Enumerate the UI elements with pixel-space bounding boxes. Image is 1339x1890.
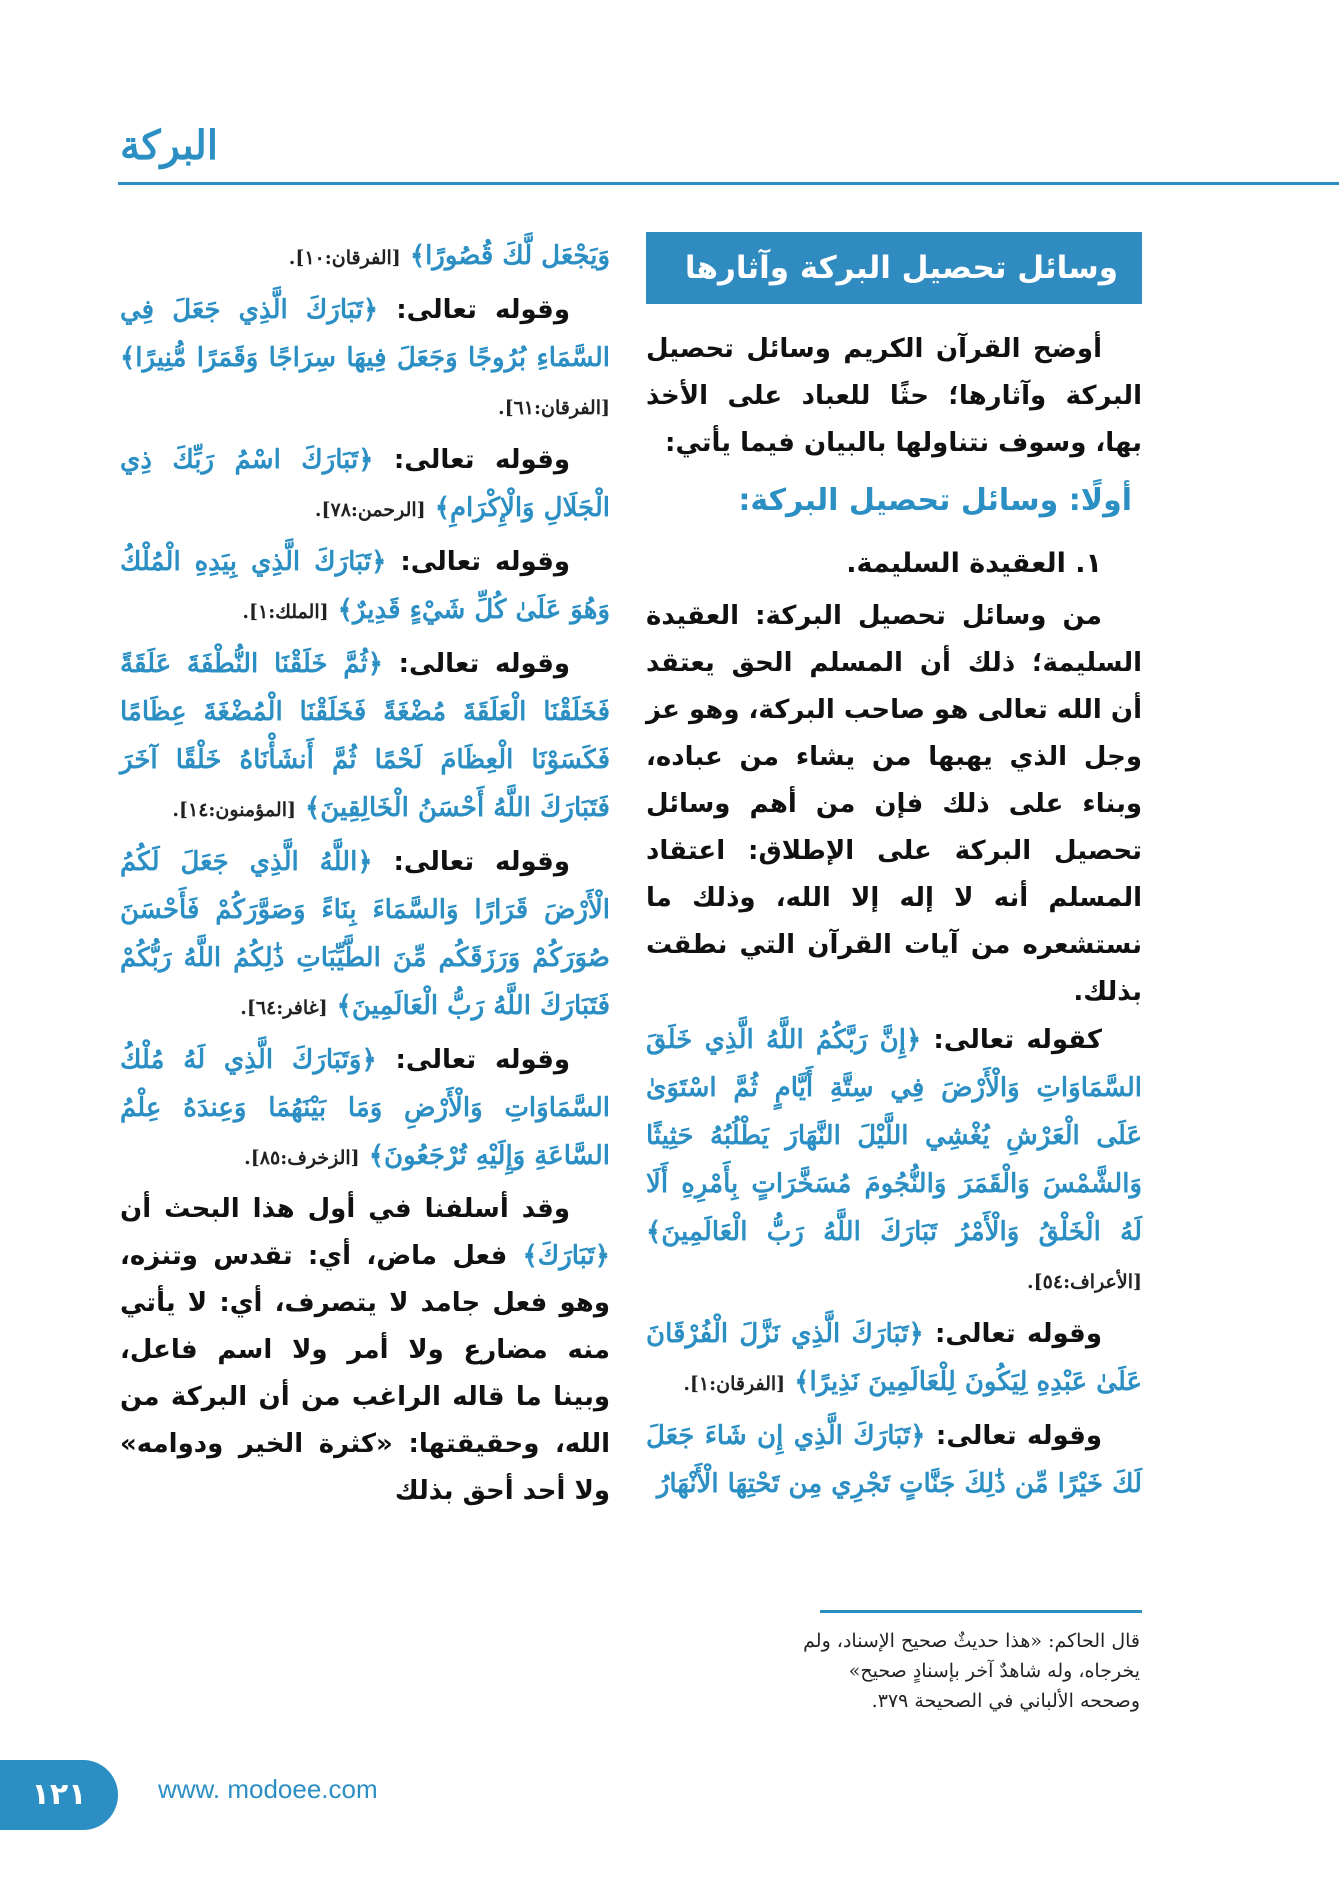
section-title: وسائل تحصيل البركة وآثارها: [646, 232, 1142, 304]
quran-verse: وَتَبَارَكَ الَّذِي لَهُ مُلْكُ السَّمَاوَاتِ وَالْأَرْضِ وَمَا بَيْنَهُمَا وَعِندَهُ عِلْمُ السَّاعَةِ وَإِلَيْهِ تُرْجَعُونَ: [120, 1045, 610, 1171]
verse-block: [120, 436, 610, 534]
verse-reference: [الفرقان:١].: [683, 1373, 786, 1395]
quran-verse: ثُمَّ خَلَقْنَا النُّطْفَةَ عَلَقَةً فَخَلَقْنَا الْعَلَقَةَ مُضْغَةً فَخَلَقْنَا الْمُضْغَةَ عِظَامًا فَكَسَوْنَا الْعِظَامَ لَحْمًا ثُمَّ أَنشَأْنَاهُ خَلْقًا آخَرَ فَتَبَارَكَ اللَّهُ أَحْسَنُ الْخَالِقِينَ: [120, 649, 610, 823]
verse-reference: [الأعراف:٥٤].: [1027, 1271, 1142, 1293]
verse-block: [120, 538, 610, 636]
quran-verse: اللَّهُ الَّذِي جَعَلَ لَكُمُ الْأَرْضَ قَرَارًا وَالسَّمَاءَ بِنَاءً وَصَوَّرَكُمْ فَأَحْسَنَ صُوَرَكُمْ وَرَزَقَكُم مِّنَ الطَّيِّبَاتِ ذَٰلِكُمُ اللَّهُ رَبُّكُمْ فَتَبَارَكَ اللَّهُ رَبُّ الْعَالَمِينَ: [120, 847, 610, 1021]
quran-verse: تَبَارَكَ الَّذِي نَزَّلَ الْفُرْقَانَ عَلَىٰ عَبْدِهِ لِيَكُونَ لِلْعَالَمِينَ نَذِيرًا: [646, 1319, 1142, 1397]
ornament-close-icon: ﴾: [305, 793, 321, 823]
ornament-open-icon: ﴿: [362, 295, 379, 325]
ornament-close-icon: ﴾: [337, 595, 353, 625]
header-divider: [118, 182, 1339, 185]
ornament-open-icon: ﴿: [361, 1045, 377, 1075]
website-link[interactable]: www. modoee.com: [158, 1774, 378, 1804]
verse-block: [120, 838, 610, 1032]
verse-lead: وقوله تعالى:: [396, 295, 570, 325]
verse-block: [646, 1016, 1142, 1306]
footnote: قال الحاكم: «هذا حديثٌ صحيح الإسناد، ولم يخرجاه، وله شاهدٌ آخر بإسنادٍ صحيح» وصححه الألباني في الصحيحة ٣٧٩.: [803, 1630, 1140, 1712]
verse-lead: وقوله تعالى:: [935, 1421, 1102, 1451]
verse-lead: وقوله تعالى:: [393, 445, 570, 475]
ornament-open-icon: ﴿: [910, 1421, 926, 1451]
right-column: [646, 232, 1142, 1512]
verse-lead: وقوله تعالى:: [395, 1045, 571, 1075]
item-body: من وسائل تحصيل البركة: العقيدة السليمة؛ ذلك أن المسلم الحق يعتقد أن الله تعالى هو صاحب البركة، وهو عز وجل الذي يهبها من يشاء من عباده، وبناء على ذلك فإن من أهم وسائل تحصيل البركة على الإطلاق: اعتقاد المسلم أنه لا إله إلا الله، وذلك ما نستشعره من آيات القرآن التي نطقت بذلك.: [646, 601, 1142, 1007]
ornament-close-icon: ﴾: [522, 1241, 538, 1271]
ornament-close-icon: ﴾: [794, 1367, 810, 1397]
quran-verse: تَبَارَكَ الَّذِي بِيَدِهِ الْمُلْكُ وَهُوَ عَلَىٰ كُلِّ شَيْءٍ قَدِيرٌ: [120, 547, 610, 625]
verse-block: [120, 640, 610, 834]
verse-lead: وقوله تعالى:: [398, 649, 570, 679]
verse-block: [646, 1412, 1142, 1508]
closing-text-b: فعل ماض، أي: تقدس وتنزه، وهو فعل جامد لا يتصرف، أي: لا يأتي منه مضارع ولا أمر ولا اسم فاعل، وبينا ما قاله الراغب من أن البركة من الله، وحقيقتها: «كثرة الخير ودوامه» ولا أحد أحق بذلك: [120, 1241, 610, 1506]
quran-verse: تَبَارَكَ اسْمُ رَبِّكَ ذِي الْجَلَالِ وَالْإِكْرَامِ: [120, 445, 610, 523]
ornament-close-icon: ﴾: [646, 1217, 662, 1247]
verse-block: [120, 286, 610, 432]
verse-block: [120, 1036, 610, 1182]
ornament-open-icon: ﴿: [908, 1319, 924, 1349]
ornament-close-icon: ﴾: [434, 493, 450, 523]
ornament-open-icon: ﴿: [367, 649, 383, 679]
verse-lead: وقوله تعالى:: [400, 547, 571, 577]
verse-reference: [المؤمنون:١٤].: [172, 799, 296, 821]
verse-reference: [الملك:١].: [242, 601, 329, 623]
ornament-open-icon: ﴿: [905, 1025, 922, 1055]
quran-verse: تَبَارَكَ الَّذِي جَعَلَ فِي السَّمَاءِ بُرُوجًا وَجَعَلَ فِيهَا سِرَاجًا وَقَمَرًا مُّنِيرًا: [120, 295, 610, 373]
verse-reference: [الزخرف:٨٥].: [244, 1147, 360, 1169]
footnote-divider: [820, 1610, 1142, 1613]
verse-block: [646, 1310, 1142, 1408]
running-header-title: البركة: [120, 122, 218, 169]
verse-reference: [الرحمن:٧٨].: [314, 499, 426, 521]
ornament-open-icon: ﴿: [371, 547, 387, 577]
ornament-open-icon: ﴿: [358, 445, 374, 475]
quran-verse: إِنَّ رَبَّكُمُ اللَّهُ الَّذِي خَلَقَ السَّمَاوَاتِ وَالْأَرْضَ فِي سِتَّةِ أَيَّامٍ ثُمَّ اسْتَوَىٰ عَلَى الْعَرْشِ يُغْشِي اللَّيْلَ النَّهَارَ يَطْلُبُهُ حَثِيثًا وَالشَّمْسَ وَالْقَمَرَ وَالنُّجُومَ مُسَخَّرَاتٍ بِأَمْرِهِ أَلَا لَهُ الْخَلْقُ وَالْأَمْرُ تَبَارَكَ اللَّهُ رَبُّ الْعَالَمِينَ: [646, 1025, 1142, 1247]
item-title: ١. العقيدة السليمة.: [846, 548, 1102, 579]
quran-word: تَبَارَكَ: [537, 1241, 595, 1271]
verse-lead: كقوله تعالى:: [933, 1025, 1102, 1055]
quran-verse: تَبَارَكَ الَّذِي إِن شَاءَ جَعَلَ لَكَ خَيْرًا مِّن ذَٰلِكَ جَنَّاتٍ تَجْرِي مِن تَحْتِهَا الْأَنْهَارُ: [646, 1421, 1142, 1499]
ornament-open-icon: ﴿: [594, 1241, 610, 1271]
verse-lead: وقوله تعالى:: [935, 1319, 1102, 1349]
quran-verse: وَيَجْعَل لَّكَ قُصُورًا: [425, 241, 610, 271]
verse-continuation: [120, 232, 610, 282]
verse-reference: [الفرقان:٦١].: [497, 397, 610, 419]
ornament-close-icon: ﴾: [120, 343, 136, 373]
closing-text-a: وقد أسلفنا في أول هذا البحث أن: [120, 1194, 570, 1224]
ornament-close-icon: ﴾: [409, 241, 426, 271]
verse-lead: وقوله تعالى:: [393, 847, 570, 877]
subheading: أولًا: وسائل تحصيل البركة:: [738, 483, 1132, 518]
ornament-close-icon: ﴾: [336, 991, 352, 1021]
verse-reference: [غافر:٦٤].: [240, 997, 328, 1019]
intro-paragraph: أوضح القرآن الكريم وسائل تحصيل البركة وآثارها؛ حثًا للعباد على الأخذ بها، وسوف نتناولها بالبيان فيما يأتي:: [646, 334, 1142, 458]
verse-reference: [الفرقان:١٠].: [288, 247, 401, 269]
left-column: [120, 232, 610, 1515]
ornament-open-icon: ﴿: [357, 847, 373, 877]
ornament-close-icon: ﴾: [368, 1141, 384, 1171]
closing-paragraph: [120, 1186, 610, 1515]
page-number: ١٢١: [0, 1760, 118, 1830]
